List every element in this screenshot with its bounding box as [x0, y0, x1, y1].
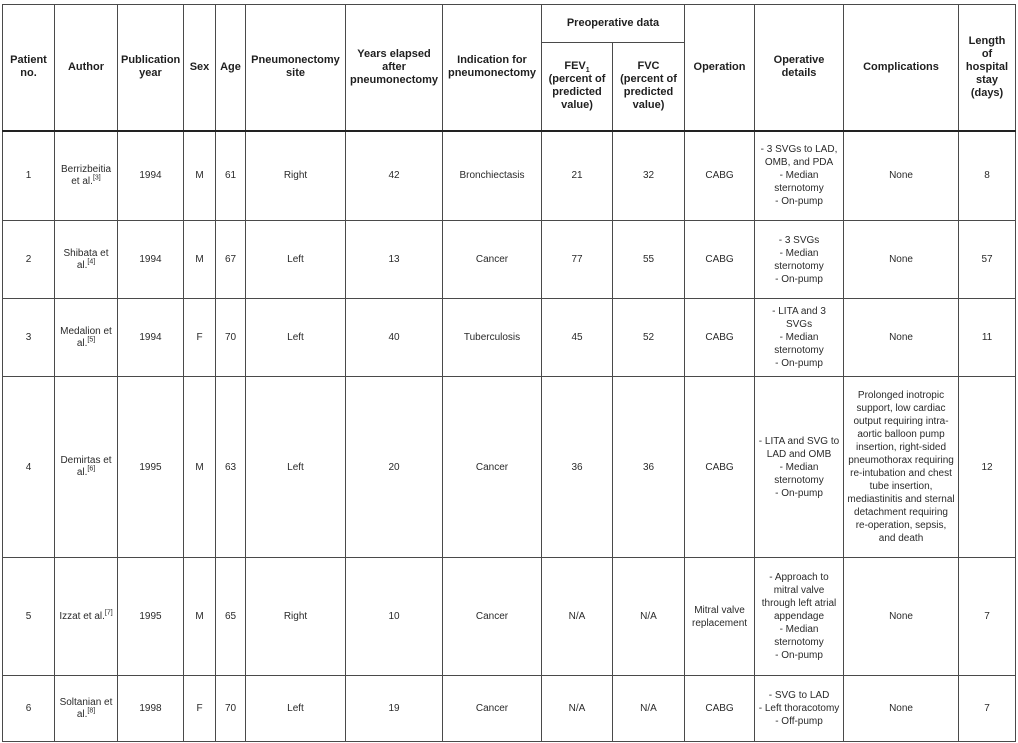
- cell-fev1: 77: [542, 221, 613, 299]
- cell-years-elapsed: 42: [346, 131, 443, 221]
- cell-sex: M: [184, 131, 216, 221]
- cell-indication: Cancer: [443, 377, 542, 558]
- cell-complications: None: [844, 676, 959, 742]
- cell-years-elapsed: 13: [346, 221, 443, 299]
- operative-detail-line: - 3 SVGs: [778, 234, 820, 246]
- table-header: [3, 5, 1016, 131]
- cell-operative-details: [755, 299, 844, 377]
- cell-sex: M: [184, 221, 216, 299]
- cell-sex: F: [184, 299, 216, 377]
- cell-author: [55, 131, 118, 221]
- author-reference: [8]: [87, 707, 96, 715]
- cell-author: [55, 377, 118, 558]
- cell-pneumonectomy-site: Left: [246, 676, 346, 742]
- header-length-of-stay: Length of hospital stay (days): [959, 5, 1016, 131]
- header-operation: Operation: [685, 5, 755, 131]
- cell-pneumonectomy-site: Right: [246, 131, 346, 221]
- header-operative-details: Operative details: [755, 5, 844, 131]
- cell-operation: CABG: [685, 676, 755, 742]
- cell-sex: M: [184, 558, 216, 676]
- cell-complications: None: [844, 221, 959, 299]
- author-name: Berrizbeitia et al.: [60, 163, 112, 187]
- header-fvc: FVC (percent of predicted value): [613, 43, 685, 131]
- cell-author: [55, 299, 118, 377]
- header-fev1: [542, 43, 613, 131]
- cell-fvc: 55: [613, 221, 685, 299]
- header-fev1-prefix: FEV: [564, 60, 586, 73]
- table-row: [3, 558, 1016, 676]
- cell-pneumonectomy-site: Left: [246, 377, 346, 558]
- cell-patient-no: 3: [3, 299, 55, 377]
- cell-fev1: N/A: [542, 558, 613, 676]
- header-years-elapsed: Years elapsed after pneumonectomy: [346, 5, 443, 131]
- header-sex: Sex: [184, 5, 216, 131]
- header-patient-no: Patient no.: [3, 5, 55, 131]
- cell-patient-no: 1: [3, 131, 55, 221]
- cell-length-of-stay: 8: [959, 131, 1016, 221]
- author-reference: [3]: [92, 174, 101, 182]
- cell-publication-year: 1998: [118, 676, 184, 742]
- header-fev1-suffix: (percent of predicted value): [548, 73, 606, 112]
- cell-complications: None: [844, 299, 959, 377]
- cell-indication: Tuberculosis: [443, 299, 542, 377]
- operative-detail-line: - Median sternotomy: [774, 624, 824, 648]
- cell-complications: Prolonged inotropic support, low cardiac output requiring intra-aortic balloon pump insertion, right-sided pneumothorax requiring re-intubation and chest tube insertion, mediastinitis and sternal detachment requiring re-operation, sepsis, and death: [844, 377, 959, 558]
- cell-fev1: 45: [542, 299, 613, 377]
- cell-author: [55, 221, 118, 299]
- table-row: [3, 676, 1016, 742]
- header-preoperative-data: Preoperative data: [542, 5, 685, 43]
- operative-detail-line: - Median sternotomy: [774, 332, 824, 356]
- cell-patient-no: 2: [3, 221, 55, 299]
- author-name: Izzat et al.: [59, 610, 105, 622]
- cell-operation: CABG: [685, 377, 755, 558]
- cell-author: [55, 676, 118, 742]
- cell-operative-details: [755, 131, 844, 221]
- table-row: [3, 377, 1016, 558]
- cell-fev1: 36: [542, 377, 613, 558]
- header-fev1-subscript: 1: [585, 67, 590, 75]
- cell-fev1: N/A: [542, 676, 613, 742]
- cell-operative-details: [755, 558, 844, 676]
- cell-length-of-stay: 7: [959, 558, 1016, 676]
- cell-indication: Bronchiectasis: [443, 131, 542, 221]
- table-row: [3, 131, 1016, 221]
- operative-detail-line: - On-pump: [775, 196, 823, 208]
- author-name: Shibata et al.: [63, 247, 109, 271]
- cell-fvc: 32: [613, 131, 685, 221]
- operative-detail-line: - LITA and 3 SVGs: [772, 306, 826, 330]
- cell-operation: CABG: [685, 221, 755, 299]
- cell-fvc: 36: [613, 377, 685, 558]
- cell-years-elapsed: 40: [346, 299, 443, 377]
- cell-indication: Cancer: [443, 676, 542, 742]
- cell-age: 65: [216, 558, 246, 676]
- cell-pneumonectomy-site: Right: [246, 558, 346, 676]
- cell-fvc: 52: [613, 299, 685, 377]
- cell-fvc: N/A: [613, 558, 685, 676]
- cell-years-elapsed: 20: [346, 377, 443, 558]
- operative-detail-line: - Median sternotomy: [774, 461, 824, 486]
- cell-operation: Mitral valve replacement: [685, 558, 755, 676]
- operative-detail-line: - Median sternotomy: [774, 170, 824, 195]
- author-reference: [4]: [87, 258, 96, 266]
- operative-detail-line: - On-pump: [775, 358, 823, 369]
- operative-detail-line: - Off-pump: [775, 716, 823, 727]
- operative-detail-line: - On-pump: [775, 273, 823, 285]
- author-reference: [5]: [87, 336, 96, 344]
- cell-indication: Cancer: [443, 558, 542, 676]
- cell-publication-year: 1994: [118, 131, 184, 221]
- author-reference: [6]: [87, 465, 96, 473]
- cell-pneumonectomy-site: Left: [246, 299, 346, 377]
- cell-years-elapsed: 19: [346, 676, 443, 742]
- author-reference: [7]: [104, 609, 113, 617]
- operative-detail-line: - Median sternotomy: [774, 247, 824, 272]
- cell-complications: None: [844, 131, 959, 221]
- cell-operation: CABG: [685, 131, 755, 221]
- cell-patient-no: 6: [3, 676, 55, 742]
- cell-fev1: 21: [542, 131, 613, 221]
- cell-sex: F: [184, 676, 216, 742]
- author-name: Medalion et al.: [60, 325, 112, 349]
- header-pneumonectomy-site: Pneumonectomy site: [246, 5, 346, 131]
- cell-patient-no: 4: [3, 377, 55, 558]
- author-name: Soltanian et al.: [59, 696, 113, 720]
- cell-length-of-stay: 12: [959, 377, 1016, 558]
- case-table: [2, 4, 1016, 742]
- cell-operation: CABG: [685, 299, 755, 377]
- cell-age: 70: [216, 676, 246, 742]
- header-complications: Complications: [844, 5, 959, 131]
- header-author: Author: [55, 5, 118, 131]
- cell-complications: None: [844, 558, 959, 676]
- cell-publication-year: 1994: [118, 221, 184, 299]
- cell-sex: M: [184, 377, 216, 558]
- operative-detail-line: - 3 SVGs to LAD, OMB, and PDA: [760, 144, 838, 169]
- cell-author: [55, 558, 118, 676]
- table-row: [3, 299, 1016, 377]
- cell-publication-year: 1995: [118, 558, 184, 676]
- cell-age: 63: [216, 377, 246, 558]
- table-container: [2, 4, 1015, 742]
- operative-detail-line: - SVG to LAD: [768, 690, 830, 701]
- operative-detail-line: - On-pump: [775, 650, 823, 661]
- cell-length-of-stay: 57: [959, 221, 1016, 299]
- cell-fvc: N/A: [613, 676, 685, 742]
- cell-length-of-stay: 7: [959, 676, 1016, 742]
- header-age: Age: [216, 5, 246, 131]
- cell-operative-details: [755, 377, 844, 558]
- operative-detail-line: - Approach to mitral valve through left atrial appendage: [761, 572, 837, 622]
- cell-publication-year: 1995: [118, 377, 184, 558]
- cell-age: 70: [216, 299, 246, 377]
- header-indication: Indication for pneumonectomy: [443, 5, 542, 131]
- cell-operative-details: [755, 221, 844, 299]
- operative-detail-line: - Left thoracotomy: [758, 703, 840, 714]
- cell-pneumonectomy-site: Left: [246, 221, 346, 299]
- cell-length-of-stay: 11: [959, 299, 1016, 377]
- header-publication-year: Publication year: [118, 5, 184, 131]
- cell-publication-year: 1994: [118, 299, 184, 377]
- author-name: Demirtas et al.: [60, 455, 112, 478]
- cell-years-elapsed: 10: [346, 558, 443, 676]
- table-row: [3, 221, 1016, 299]
- cell-indication: Cancer: [443, 221, 542, 299]
- cell-age: 61: [216, 131, 246, 221]
- operative-detail-line: - LITA and SVG to LAD and OMB: [758, 435, 840, 460]
- cell-patient-no: 5: [3, 558, 55, 676]
- operative-detail-line: - On-pump: [775, 487, 823, 499]
- cell-age: 67: [216, 221, 246, 299]
- table-body: [3, 131, 1016, 742]
- cell-operative-details: [755, 676, 844, 742]
